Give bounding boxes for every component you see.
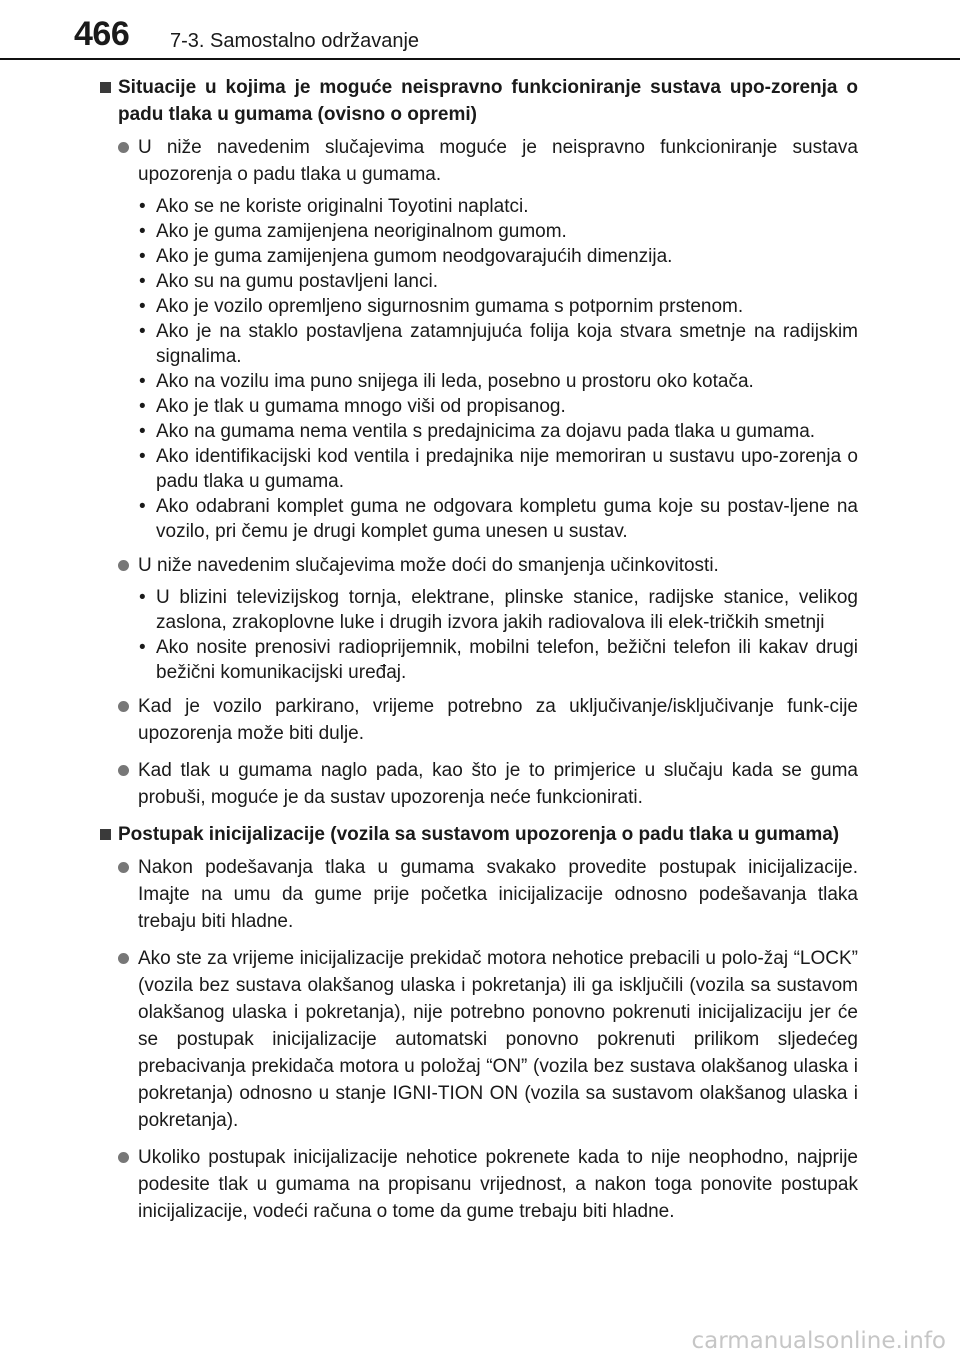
bullet-dot-icon: • xyxy=(139,371,146,392)
bullet-list-malfunction xyxy=(98,194,858,544)
page-content xyxy=(98,74,858,1235)
bullet-dot-icon: • xyxy=(139,446,146,467)
point-malfunction-cases xyxy=(98,134,858,188)
list-item: • Ako identifikacijski kod ventila i predajnika nije memoriran u sustavu upo-zorenja o padu tlaka u gumama. xyxy=(139,446,858,492)
circle-bullet-icon xyxy=(118,953,129,964)
heading-text: Situacije u kojima je moguće neispravno funkcioniranje sustava upo-zorenja o padu tlaka u gumama (ovisno o opremi) xyxy=(118,77,858,125)
point-text: Kad je vozilo parkirano, vrijeme potrebno za uključivanje/isključivanje funk-cije upozorenja može biti dulje. xyxy=(138,696,858,744)
bullet-dot-icon: • xyxy=(139,246,146,267)
point-unintended-initialization xyxy=(98,1144,858,1225)
list-item: • Ako je guma zamijenjena gumom neodgovarajućih dimenzija. xyxy=(139,246,673,267)
list-item: • Ako nosite prenosivi radioprijemnik, mobilni telefon, bežični telefon ili kakav drugi bežični komunikacijski uređaj. xyxy=(139,637,858,683)
page-number: 466 xyxy=(74,15,130,53)
point-text: U niže navedenim slučajevima može doći do smanjenja učinkovitosti. xyxy=(138,555,719,576)
list-item: • Ako se ne koriste originalni Toyotini naplatci. xyxy=(139,196,529,217)
bullet-dot-icon: • xyxy=(139,496,146,517)
point-sudden-pressure-drop xyxy=(98,757,858,811)
point-text: Kad tlak u gumama naglo pada, kao što je to primjerice u slučaju kada se guma probuši, moguće je da sustav upozorenja neće funkcionirati. xyxy=(138,760,858,808)
list-item: • Ako je tlak u gumama mnogo viši od propisanog. xyxy=(139,396,566,417)
list-item: • Ako su na gumu postavljeni lanci. xyxy=(139,271,438,292)
list-item: • Ako je vozilo opremljeno sigurnosnim gumama s potpornim prstenom. xyxy=(139,296,744,317)
bullet-dot-icon: • xyxy=(139,271,146,292)
header-divider xyxy=(0,58,960,60)
point-reduced-effectiveness xyxy=(98,552,858,579)
bullet-list-interference xyxy=(98,585,858,685)
circle-bullet-icon xyxy=(118,862,129,873)
list-item: • Ako na vozilu ima puno snijega ili leda, posebno u prostoru oko kotača. xyxy=(139,371,754,392)
bullet-dot-icon: • xyxy=(139,296,146,317)
point-text: Ukoliko postupak inicijalizacije nehotice pokrenete kada to nije neophodno, najprije podesite tlak u gumama na propisanu vrijednost, a nakon toga ponovite postupak inicijalizacije, vodeći računa o tome da gume trebaju biti hladne. xyxy=(138,1147,858,1222)
list-item: • Ako je guma zamijenjena neoriginalnom gumom. xyxy=(139,221,567,242)
circle-bullet-icon xyxy=(118,142,129,153)
list-item: • U blizini televizijskog tornja, elektrane, plinske stanice, radijske stanice, velikog zaslona, zrakoplovne luke i drugih izvora jakih radiovalova ili elek-tričkih smetnji xyxy=(139,587,858,633)
list-item: • Ako odabrani komplet guma ne odgovara kompletu guma koje su postav-ljene na vozilo, pri čemu je drugi komplet guma unesen u sustav. xyxy=(139,496,858,542)
square-bullet-icon xyxy=(100,829,111,840)
page-header xyxy=(0,0,960,62)
bullet-dot-icon: • xyxy=(139,396,146,417)
point-text: U niže navedenim slučajevima moguće je neispravno funkcioniranje sustava upozorenja o padu tlaka u gumama. xyxy=(138,137,858,185)
list-item: • Ako je na staklo postavljena zatamnjujuća folija koja stvara smetnje na radijskim signalima. xyxy=(139,321,858,367)
section-heading-malfunction xyxy=(98,74,858,128)
bullet-dot-icon: • xyxy=(139,221,146,242)
list-item: • Ako na gumama nema ventila s predajnicima za dojavu pada tlaka u gumama. xyxy=(139,421,816,442)
point-engine-switch xyxy=(98,945,858,1134)
circle-bullet-icon xyxy=(118,560,129,571)
section-title: 7-3. Samostalno održavanje xyxy=(170,30,420,52)
section-heading-initialization xyxy=(98,821,858,848)
bullet-dot-icon: • xyxy=(139,321,146,342)
bullet-dot-icon: • xyxy=(139,637,146,658)
square-bullet-icon xyxy=(100,82,111,93)
circle-bullet-icon xyxy=(118,765,129,776)
point-initialization-after-adjust xyxy=(98,854,858,935)
point-text: Ako ste za vrijeme inicijalizacije prekidač motora nehotice prebacili u polo-žaj “LOCK” (vozila bez sustava olakšanog ulaska i pokretanja) ili ga isključili (vozila sa sustavom olakšanog ulaska i pokretanja), nije potrebno ponovno pokrenuti inicijalizaciju jer će se postupak inicijalizacije automatski ponovno pokrenuti prilikom sljedećeg prebacivanja prekidača motora u položaj “ON” (vozila bez sustava olakšanog ulaska i pokretanja) odnosno u stanje IGNI-TION ON (vozila sa sustavom olakšanog ulaska i pokretanja). xyxy=(138,948,858,1131)
bullet-dot-icon: • xyxy=(139,421,146,442)
heading-text: Postupak inicijalizacije (vozila sa sustavom upozorenja o padu tlaka u gumama) xyxy=(118,824,840,845)
bullet-dot-icon: • xyxy=(139,196,146,217)
circle-bullet-icon xyxy=(118,1152,129,1163)
point-text: Nakon podešavanja tlaka u gumama svakako provedite postupak inicijalizacije. Imajte na umu da gume prije početka inicijalizacije odnosno podešavanja tlaka trebaju biti hladne. xyxy=(138,857,858,932)
circle-bullet-icon xyxy=(118,701,129,712)
point-parked-vehicle xyxy=(98,693,858,747)
watermark: carmanualsonline.info xyxy=(691,1328,946,1354)
bullet-dot-icon: • xyxy=(139,587,146,608)
